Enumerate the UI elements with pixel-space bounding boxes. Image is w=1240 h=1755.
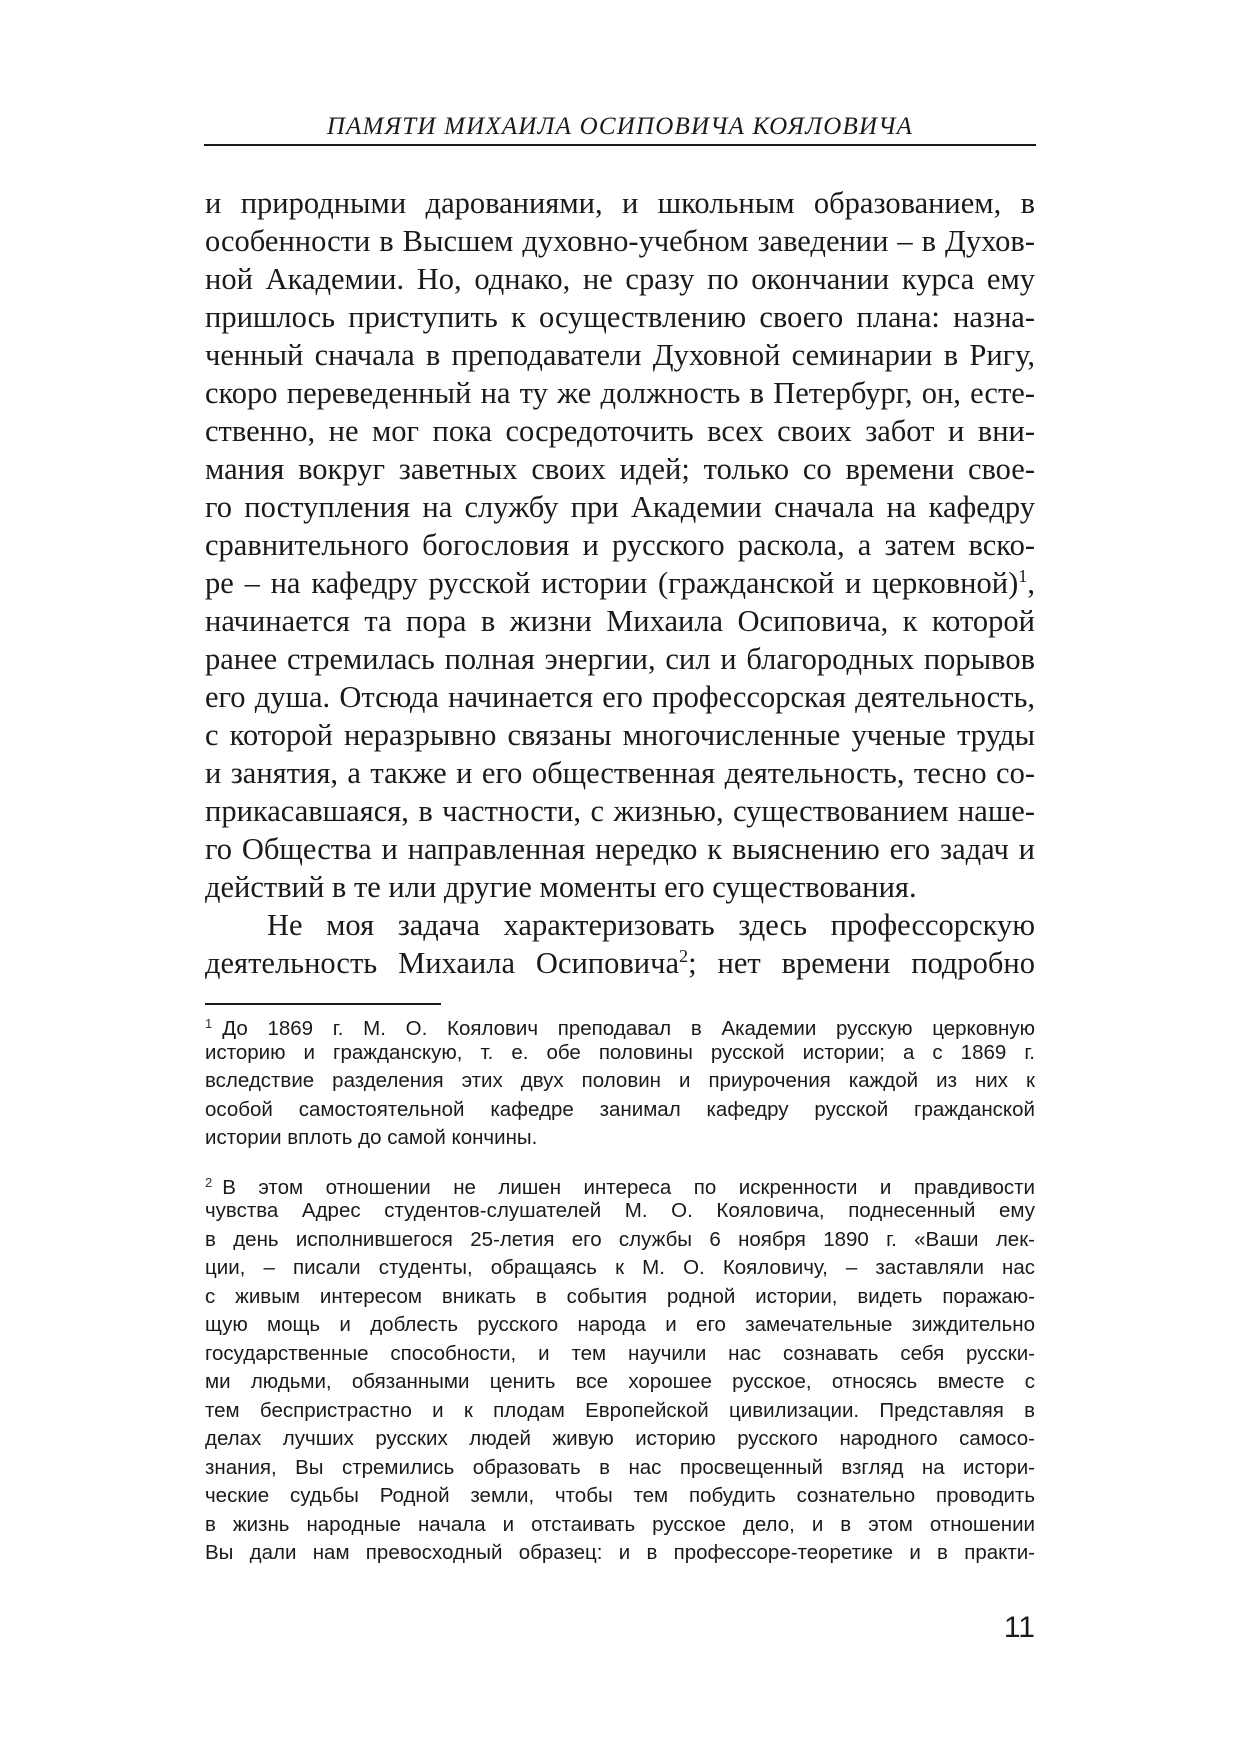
footnote-line: особой самостоятельной кафедре занимал кафедру русской гражданской bbox=[205, 1097, 1035, 1121]
text-line: с которой неразрывно связаны многочисленные ученые труды bbox=[205, 718, 1035, 752]
text-line: и занятия, а также и его общественная деятельность, тесно со- bbox=[205, 756, 1035, 790]
footnote-line bbox=[205, 1169, 1035, 1198]
text-line: го поступления на службу при Академии сначала на кафедру bbox=[205, 490, 1035, 524]
footnote-2 bbox=[205, 1169, 1035, 1568]
footnote-number: 1 bbox=[205, 1016, 213, 1031]
text-line: особенности в Высшем духовно-учебном заведении – в Духов- bbox=[205, 224, 1035, 258]
footnote-line: в жизнь народные начала и отстаивать русское дело, и в этом отношении bbox=[205, 1512, 1035, 1536]
footnote-line: вследствие разделения этих двух половин и приурочения каждой из них к bbox=[205, 1069, 1035, 1092]
footnote-line: чувства Адрес студентов-слушателей М. О. Кояловича, поднесенный ему bbox=[205, 1199, 1035, 1222]
running-title: ПАМЯТИ МИХАИЛА ОСИПОВИЧА КОЯЛОВИЧА bbox=[326, 113, 914, 140]
text-line: ственно, не мог пока сосредоточить всех своих забот и вни- bbox=[205, 414, 1035, 448]
footnote-line: делах лучших русских людей живую историю русского народного самосо- bbox=[205, 1427, 1035, 1450]
footnote-line: историю и гражданскую, т. е. обе половины русской истории; а с 1869 г. bbox=[205, 1040, 1035, 1064]
footnote-line: ческие судьбы Родной земли, чтобы тем побудить сознательно проводить bbox=[205, 1484, 1035, 1507]
text-line: его душа. Отсюда начинается его профессорская деятельность, bbox=[205, 680, 1035, 714]
footnotes bbox=[205, 1010, 1035, 1568]
footnote-line: ции, – писали студенты, обращаясь к М. О. Кояловичу, – заставляли нас bbox=[205, 1256, 1035, 1279]
text-line-with-ref bbox=[205, 564, 1035, 602]
footnote-ref-2[interactable]: 2 bbox=[678, 945, 689, 966]
footnote-gap bbox=[205, 1153, 1035, 1169]
footnote-text: В этом отношении не лишен интереса по искренности и правдивости bbox=[222, 1175, 1035, 1199]
text-line: скоро переведенный на ту же должность в Петербург, он, есте- bbox=[205, 376, 1035, 410]
text-line-with-ref bbox=[205, 944, 1035, 982]
text-line: ранее стремилась полная энергии, сил и благородных порывов bbox=[205, 642, 1035, 676]
text-line: сравнительного богословия и русского раскола, а затем вско- bbox=[205, 528, 1035, 562]
footnote-line: истории вплоть до самой кончины. bbox=[205, 1126, 538, 1149]
text-line: и природными дарованиями, и школьным образованием, в bbox=[205, 186, 1035, 220]
footnote-line bbox=[205, 1010, 1035, 1039]
text-line: действий в те или другие моменты его существования. bbox=[205, 870, 917, 904]
footnote-rule bbox=[205, 1003, 441, 1005]
text-segment: ре – на кафедру русской истории (гражданской и церковной) bbox=[205, 566, 1019, 600]
text-line: пришлось приступить к осуществлению своего плана: назна- bbox=[205, 300, 1035, 334]
footnote-line: ми людьми, обязанными ценить все хорошее русское, относясь вместе с bbox=[205, 1370, 1035, 1393]
footnote-line: Вы дали нам превосходный образец: и в профессоре-теоретике и в практи- bbox=[205, 1541, 1035, 1564]
text-line: го Общества и направленная нередко к выяснению его задач и bbox=[205, 832, 1035, 866]
footnote-ref-1[interactable]: 1 bbox=[1018, 565, 1028, 586]
footnote-1 bbox=[205, 1010, 1035, 1153]
text-line: Не моя задача характеризовать здесь профессорскую bbox=[267, 908, 1035, 942]
text-segment: , bbox=[1027, 566, 1035, 600]
text-line: начинается та пора в жизни Михаила Осиповича, к которой bbox=[205, 604, 1035, 638]
footnote-line: знания, Вы стремились образовать в нас просвещенный взгляд на истори- bbox=[205, 1455, 1035, 1479]
footnote-text: До 1869 г. М. О. Коялович преподавал в Академии русскую церковную bbox=[222, 1017, 1035, 1040]
text-line: прикасавшаяся, в частности, с жизнью, существованием наше- bbox=[205, 794, 1035, 828]
text-segment: деятельность Михаила Осиповича bbox=[205, 946, 679, 980]
footnote-line: государственные способности, и тем научили нас сознавать себя русски- bbox=[205, 1341, 1035, 1365]
text-line: ной Академии. Но, однако, не сразу по окончании курса ему bbox=[205, 262, 1035, 296]
footnote-line: с живым интересом вникать в события родной истории, видеть поражаю- bbox=[205, 1284, 1035, 1308]
text-segment: ; нет времени подробно bbox=[688, 946, 1035, 980]
text-line: ченный сначала в преподаватели Духовной семинарии в Ригу, bbox=[205, 338, 1035, 372]
text-line: мания вокруг заветных своих идей; только со времени свое- bbox=[205, 452, 1035, 486]
header-rule bbox=[204, 144, 1036, 146]
page-number: 11 bbox=[1003, 1611, 1035, 1644]
footnote-line: в день исполнившегося 25-летия его службы 6 ноября 1890 г. «Ваши лек- bbox=[205, 1227, 1035, 1251]
footnote-line: щую мощь и доблесть русского народа и его замечательные зиждительно bbox=[205, 1313, 1035, 1336]
footnote-line: тем беспристрастно и к плодам Европейской цивилизации. Представляя в bbox=[205, 1398, 1035, 1422]
footnote-number: 2 bbox=[205, 1174, 213, 1190]
main-text bbox=[205, 184, 1035, 982]
